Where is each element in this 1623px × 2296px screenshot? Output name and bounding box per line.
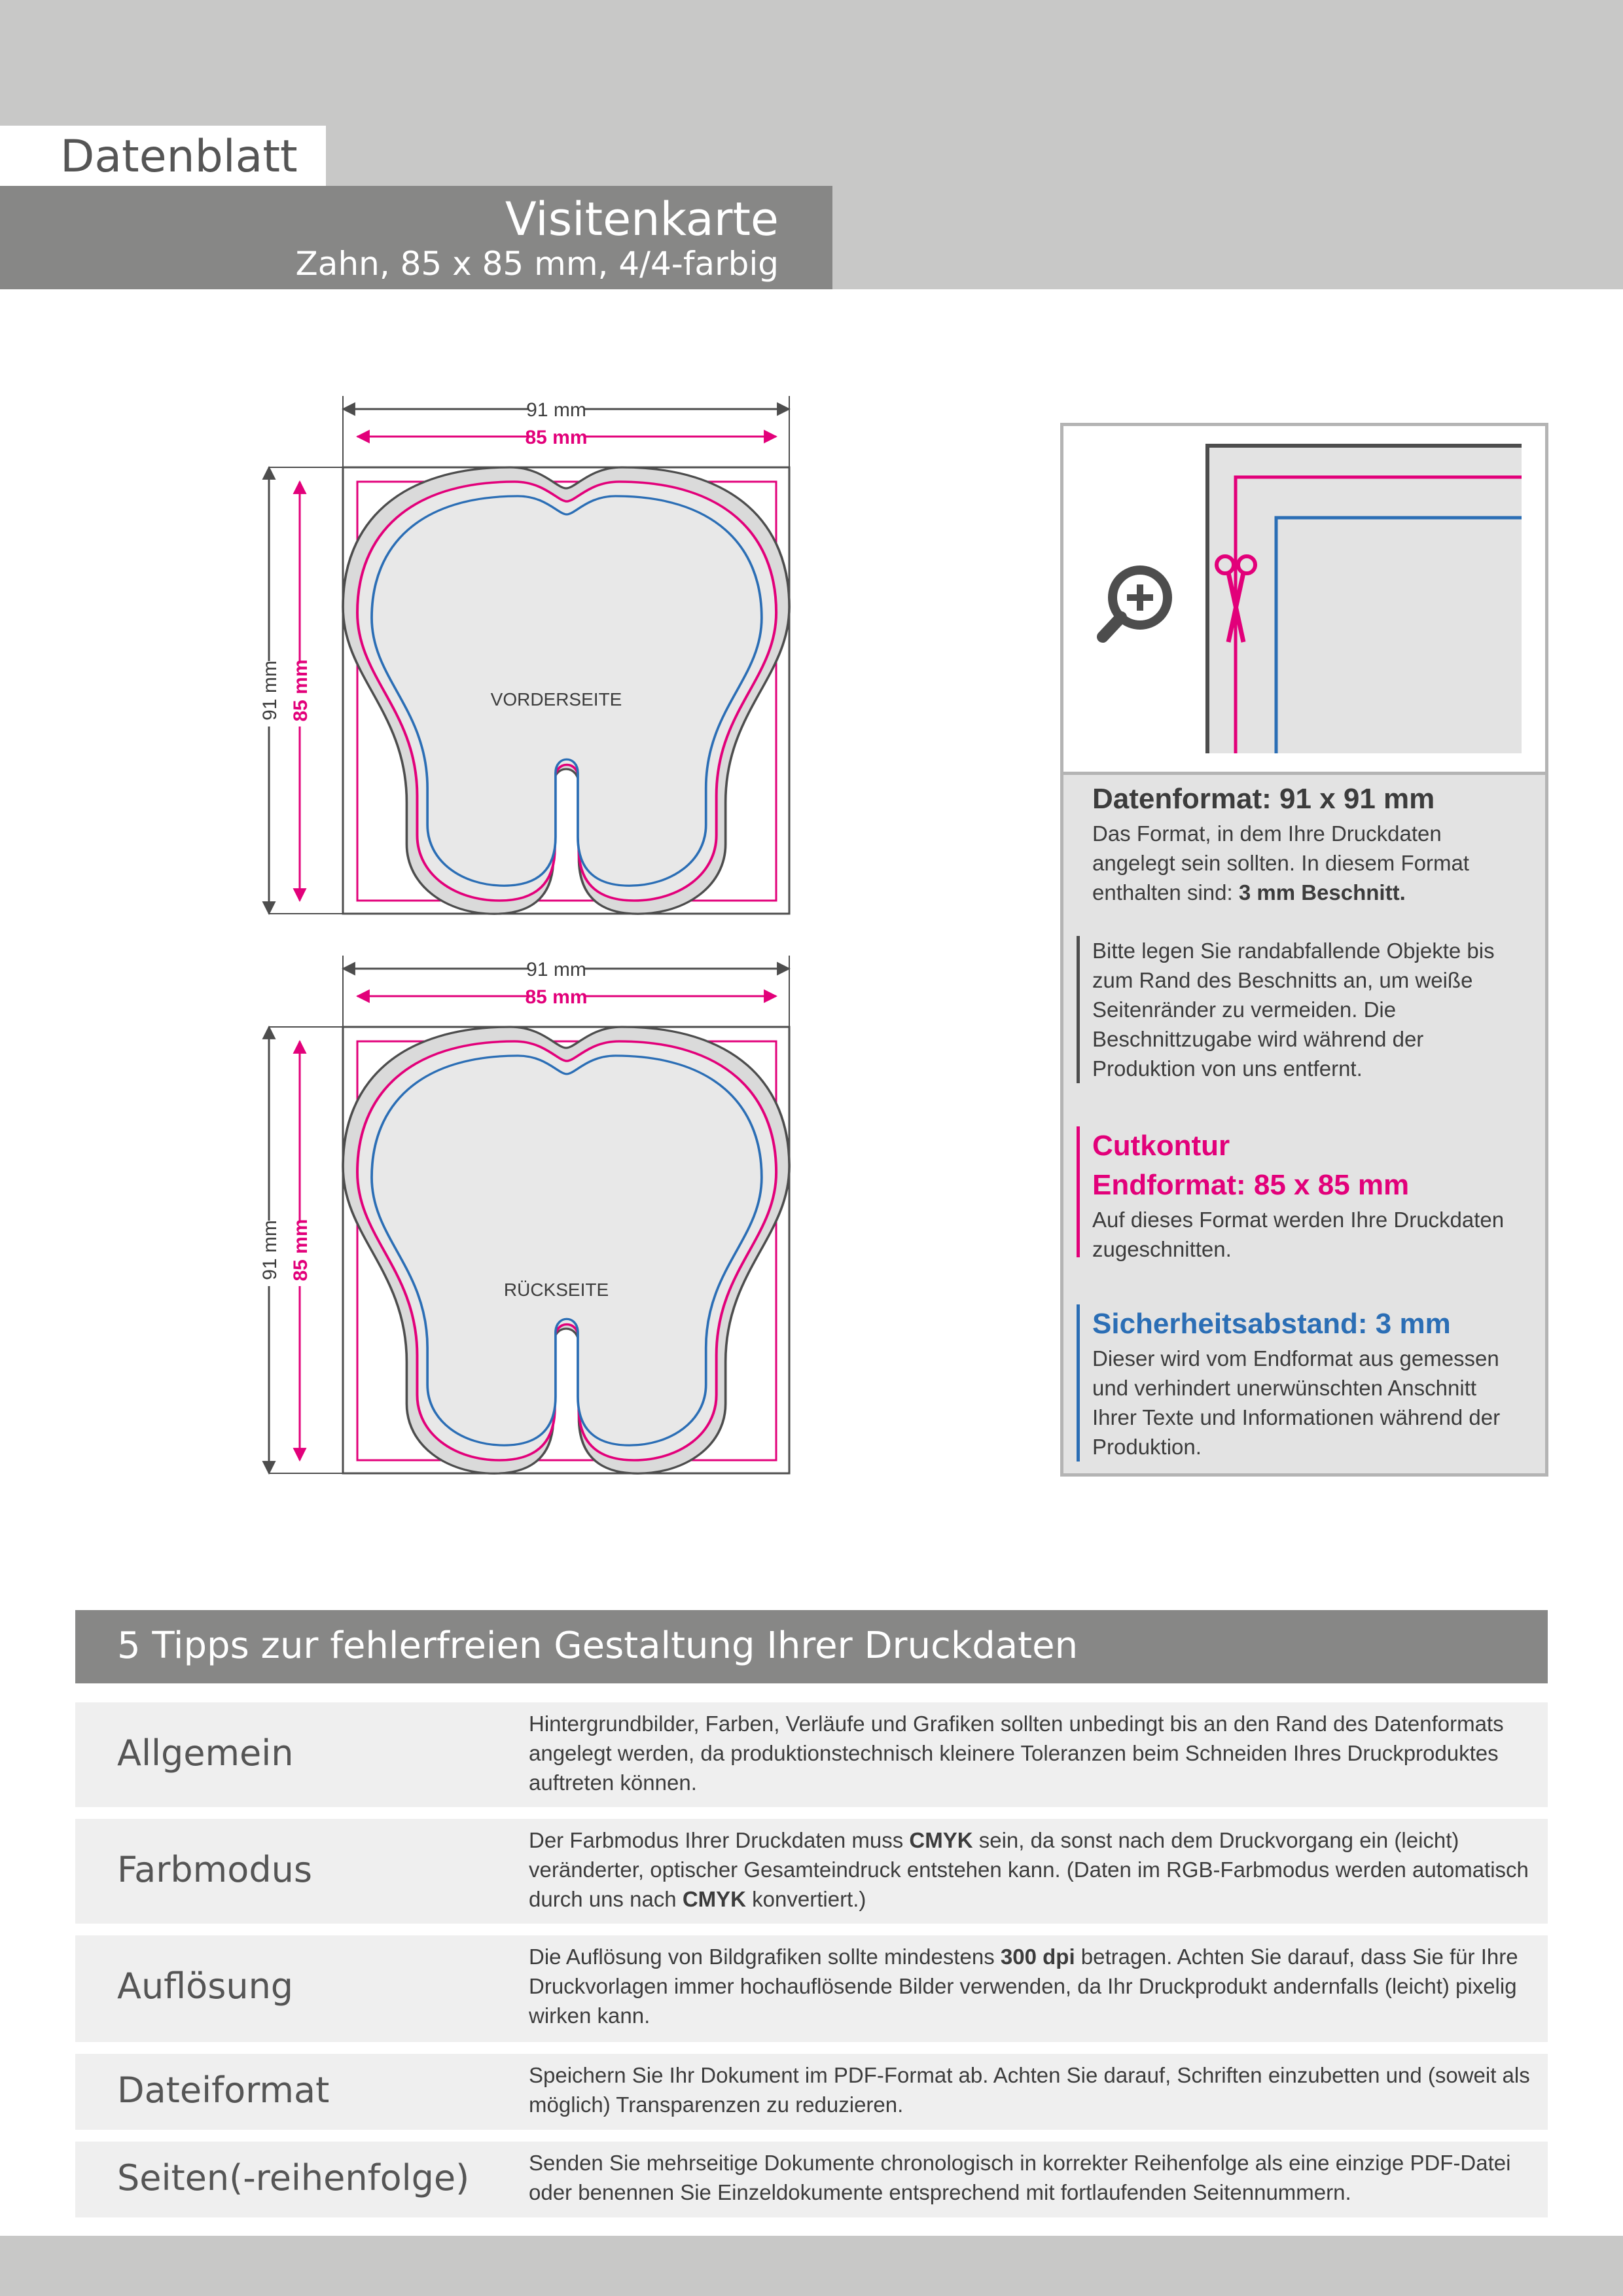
- tip-row-dateiformat: [75, 2054, 1548, 2130]
- section-sicherheitsabstand: [1092, 1304, 1524, 1462]
- footer-band: [0, 2236, 1623, 2296]
- front-height-inner: 85 mm: [290, 659, 312, 722]
- info-panel: [1060, 423, 1548, 1477]
- tip-label: Seiten(-reihenfolge): [117, 2157, 470, 2198]
- tip-row-seiten: [75, 2142, 1548, 2217]
- page-title: Visitenkarte: [505, 192, 779, 246]
- tip-text: Senden Sie mehrseitige Dokumente chronologisch in korrekter Reihenfolge als eine einzige PDF-Datei oder benennen Sie Einzeldokumente entsprechend mit fortlaufenden Seitennummern.: [529, 2151, 1511, 2204]
- tip-row-farbmodus: [75, 1819, 1548, 1924]
- tip-label: Farbmodus: [117, 1849, 312, 1890]
- section-datenformat: [1092, 780, 1524, 1083]
- cut-title-2: Endformat: 85 x 85 mm: [1092, 1169, 1410, 1201]
- section-cutkontur: [1092, 1126, 1524, 1264]
- tip-label: Allgemein: [117, 1732, 294, 1774]
- tips-header: [75, 1610, 1548, 1683]
- format-preview: [1063, 426, 1545, 775]
- datasheet-tag-label: Datenblatt: [60, 131, 298, 183]
- datenformat-note: Bitte legen Sie randabfallende Objekte bis zum Rand des Beschnitts an, um weiße Seitenränder zu vermeiden. Die Beschnittzugabe wird während der Produktion von uns entfernt.: [1092, 936, 1524, 1083]
- tip-row-allgemein: [75, 1702, 1548, 1807]
- back-width-outer: 91 mm: [526, 959, 586, 980]
- cut-title-1: Cutkontur: [1092, 1130, 1230, 1162]
- tip-text: Die Auflösung von Bildgrafiken sollte mindestens 300 dpi betragen. Achten Sie darauf, dass Sie für Ihre Druckvorlagen immer hochauflösende Bilder verwenden, da Ihr Druckprodukt andernfalls (leicht) pixelig wirken kann.: [529, 1945, 1518, 2028]
- zoom-in-icon: [1103, 570, 1168, 637]
- datenformat-text: Das Format, in dem Ihre Druckdaten angelegt sein sollten. In diesem Format enthalten sind: 3 mm Beschnitt.: [1092, 821, 1469, 905]
- back-width-inner: 85 mm: [525, 986, 588, 1008]
- front-width-outer: 91 mm: [526, 399, 586, 421]
- back-diagram: [256, 956, 789, 1473]
- back-height-outer: 91 mm: [259, 1220, 281, 1280]
- page-subtitle: Zahn, 85 x 85 mm, 4/4-farbig: [295, 245, 779, 283]
- back-height-inner: 85 mm: [290, 1219, 312, 1282]
- front-width-inner: 85 mm: [525, 427, 588, 448]
- tip-row-aufloesung: [75, 1935, 1548, 2042]
- tip-label: Auflösung: [117, 1965, 294, 2007]
- front-diagram: [256, 396, 789, 914]
- tip-text: Speichern Sie Ihr Dokument im PDF-Format ab. Achten Sie darauf, Schriften einzubetten und (soweit als möglich) Transparenzen zu reduzieren.: [529, 2063, 1530, 2117]
- safety-title: Sicherheitsabstand: 3 mm: [1092, 1308, 1451, 1340]
- tips-title: 5 Tipps zur fehlerfreien Gestaltung Ihrer Druckdaten: [117, 1624, 1079, 1667]
- datenformat-title: Datenformat: 91 x 91 mm: [1092, 783, 1435, 815]
- front-label: VORDERSEITE: [490, 689, 622, 709]
- cut-text: Auf dieses Format werden Ihre Druckdaten zugeschnitten.: [1092, 1208, 1505, 1261]
- tip-text: Hintergrundbilder, Farben, Verläufe und Grafiken sollten unbedingt bis an den Rand des Datenformats angelegt werden, da produktionstechnisch kleinere Toleranzen beim Schneiden Ihres Druckproduktes auftreten können.: [529, 1712, 1504, 1795]
- safety-text: Dieser wird vom Endformat aus gemessen und verhindert unerwünschten Anschnitt Ihrer Texte und Informationen während der Produktion.: [1092, 1346, 1501, 1459]
- tip-label: Dateiformat: [117, 2070, 330, 2111]
- front-height-outer: 91 mm: [259, 660, 281, 721]
- back-label: RÜCKSEITE: [503, 1280, 609, 1300]
- tip-text: Der Farbmodus Ihrer Druckdaten muss CMYK sein, da sonst nach dem Druckvorgang ein (leicht) veränderter, optischer Gesamteindruck entstehen kann. (Daten im RGB-Farbmodus werden automatisch durch uns nach CMYK konvertiert.): [529, 1828, 1529, 1911]
